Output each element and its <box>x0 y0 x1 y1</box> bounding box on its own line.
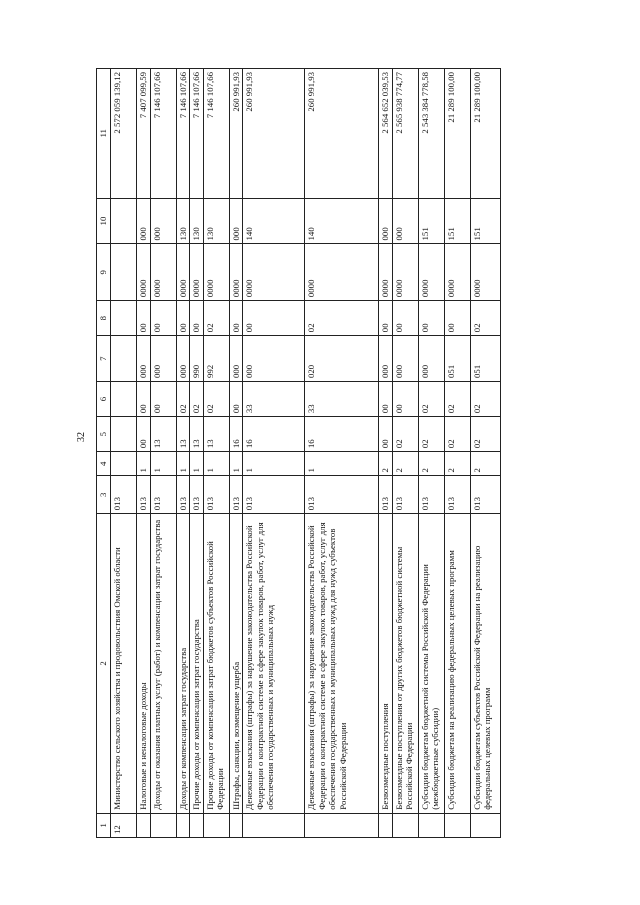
code-cell: 000 <box>379 336 393 382</box>
row-name-cell: Прочие доходы от компенсации затрат бюджетов субъектов Российской Федерации <box>203 514 229 814</box>
header-cell: 9 <box>97 244 111 301</box>
code-cell: 013 <box>444 476 470 514</box>
code-cell: 000 <box>243 336 305 382</box>
code-cell: 2 <box>379 452 393 476</box>
code-cell: 013 <box>470 476 500 514</box>
code-cell: 02 <box>418 417 444 452</box>
amount-cell: 2 564 652 039,53 <box>379 69 393 199</box>
table-row <box>203 69 229 838</box>
amount-cell: 7 146 107,66 <box>176 69 190 199</box>
code-cell: 1 <box>176 452 190 476</box>
code-cell: 051 <box>470 336 500 382</box>
code-cell: 013 <box>418 476 444 514</box>
code-cell <box>150 813 176 837</box>
code-cell: 00 <box>392 382 418 417</box>
amount-cell: 2 572 059 139,12 <box>111 69 137 199</box>
code-cell: 1 <box>229 452 243 476</box>
table-row <box>229 69 243 838</box>
code-cell: 992 <box>203 336 229 382</box>
header-row <box>97 69 111 838</box>
code-cell: 013 <box>111 476 137 514</box>
code-cell: 16 <box>229 417 243 452</box>
header-cell: 2 <box>97 514 111 814</box>
code-cell <box>418 813 444 837</box>
code-cell: 00 <box>243 301 305 336</box>
code-cell <box>305 813 379 837</box>
header-cell: 7 <box>97 336 111 382</box>
table-row <box>418 69 444 838</box>
code-cell: 0000 <box>379 244 393 301</box>
code-cell <box>111 382 137 417</box>
header-cell: 6 <box>97 382 111 417</box>
code-cell: 013 <box>203 476 229 514</box>
row-name-cell: Доходы от оказания платных услуг (работ) и компенсации затрат государства <box>150 514 176 814</box>
row-name-cell: Прочие доходы от компенсации затрат государства <box>190 514 204 814</box>
code-cell: 130 <box>203 198 229 244</box>
code-cell: 151 <box>418 198 444 244</box>
code-cell: 013 <box>243 476 305 514</box>
code-cell: 02 <box>444 382 470 417</box>
code-cell: 013 <box>176 476 190 514</box>
row-name-cell: Субсидии бюджетам бюджетной системы Российской Федерации (межбюджетные субсидии) <box>418 514 444 814</box>
code-cell: 051 <box>444 336 470 382</box>
code-cell: 00 <box>229 382 243 417</box>
code-cell: 02 <box>470 417 500 452</box>
code-cell <box>111 336 137 382</box>
page-number: 32 <box>76 432 87 442</box>
code-cell: 02 <box>203 301 229 336</box>
code-cell: 0000 <box>418 244 444 301</box>
code-cell: 000 <box>379 198 393 244</box>
table-row <box>470 69 500 838</box>
code-cell: 0000 <box>137 244 151 301</box>
code-cell: 2 <box>418 452 444 476</box>
amount-cell: 7 146 107,66 <box>150 69 176 199</box>
header-cell: 3 <box>97 476 111 514</box>
table-row <box>176 69 190 838</box>
amount-cell: 260 991,93 <box>243 69 305 199</box>
code-cell <box>111 417 137 452</box>
code-cell: 000 <box>229 336 243 382</box>
table-row <box>150 69 176 838</box>
row-name-cell: Субсидии бюджетам на реализацию федеральных целевых программ <box>444 514 470 814</box>
code-cell: 2 <box>444 452 470 476</box>
code-cell <box>243 813 305 837</box>
code-cell: 013 <box>379 476 393 514</box>
code-cell: 000 <box>392 336 418 382</box>
code-cell <box>392 813 418 837</box>
header-cell: 11 <box>97 69 111 199</box>
code-cell: 130 <box>176 198 190 244</box>
code-cell: 1 <box>190 452 204 476</box>
code-cell: 2 <box>470 452 500 476</box>
code-cell: 140 <box>243 198 305 244</box>
code-cell <box>203 813 229 837</box>
row-name-cell: Налоговые и неналоговые доходы <box>137 514 151 814</box>
code-cell: 02 <box>392 417 418 452</box>
code-cell: 013 <box>305 476 379 514</box>
code-cell <box>379 813 393 837</box>
row-name-cell: Министерство сельского хозяйства и продовольствия Омской области <box>111 514 137 814</box>
code-cell: 2 <box>392 452 418 476</box>
code-cell: 013 <box>190 476 204 514</box>
code-cell: 00 <box>229 301 243 336</box>
table-body <box>111 69 501 838</box>
code-cell <box>176 813 190 837</box>
code-cell: 1 <box>150 452 176 476</box>
code-cell: 02 <box>190 382 204 417</box>
row-name-cell: Штрафы, санкции, возмещение ущерба <box>229 514 243 814</box>
code-cell: 16 <box>243 417 305 452</box>
code-cell: 013 <box>137 476 151 514</box>
row-name-cell: Доходы от компенсации затрат государства <box>176 514 190 814</box>
code-cell: 0000 <box>243 244 305 301</box>
code-cell: 00 <box>392 301 418 336</box>
code-cell <box>470 813 500 837</box>
code-cell: 000 <box>150 198 176 244</box>
amount-cell: 21 289 100,00 <box>444 69 470 199</box>
header-cell: 10 <box>97 198 111 244</box>
code-cell: 00 <box>176 301 190 336</box>
code-cell: 1 <box>137 452 151 476</box>
code-cell: 13 <box>176 417 190 452</box>
code-cell: 0000 <box>203 244 229 301</box>
code-cell: 013 <box>150 476 176 514</box>
code-cell: 151 <box>470 198 500 244</box>
table-row <box>137 69 151 838</box>
code-cell: 1 <box>243 452 305 476</box>
code-cell: 0000 <box>444 244 470 301</box>
row-name-cell: Субсидии бюджетам субъектов Российской Федерации на реализацию федеральных целевых программ <box>470 514 500 814</box>
code-cell <box>137 813 151 837</box>
code-cell: 00 <box>150 382 176 417</box>
code-cell: 0000 <box>150 244 176 301</box>
table-row <box>392 69 418 838</box>
code-cell: 013 <box>392 476 418 514</box>
amount-cell: 7 146 107,66 <box>203 69 229 199</box>
code-cell: 33 <box>305 382 379 417</box>
header-cell: 4 <box>97 452 111 476</box>
code-cell: 00 <box>137 417 151 452</box>
budget-table <box>96 68 501 838</box>
code-cell: 00 <box>190 301 204 336</box>
code-cell: 13 <box>203 417 229 452</box>
amount-cell: 2 543 384 778,58 <box>418 69 444 199</box>
code-cell: 0000 <box>176 244 190 301</box>
code-cell: 00 <box>379 417 393 452</box>
code-cell: 33 <box>243 382 305 417</box>
code-cell: 000 <box>229 198 243 244</box>
code-cell: 000 <box>418 336 444 382</box>
code-cell: 1 <box>203 452 229 476</box>
row-name-cell: Безвозмездные поступления от других бюджетов бюджетной системы Российской Федерации <box>392 514 418 814</box>
code-cell: 02 <box>444 417 470 452</box>
table-row <box>111 69 137 838</box>
code-cell: 00 <box>137 382 151 417</box>
amount-cell: 260 991,93 <box>305 69 379 199</box>
row-name-cell: Денежные взыскания (штрафы) за нарушение законодательства Российской Федерации о контрактной системе в сфере закупок товаров, работ, услуг для обеспечения государственных и муниципальных нужд <box>243 514 305 814</box>
code-cell: 000 <box>150 336 176 382</box>
header-cell: 5 <box>97 417 111 452</box>
code-cell <box>111 301 137 336</box>
amount-cell: 260 991,93 <box>229 69 243 199</box>
code-cell: 13 <box>190 417 204 452</box>
row-name-cell: Денежные взыскания (штрафы) за нарушение законодательства Российской Федерации о контрактной системе в сфере закупок товаров, работ, услуг для обеспечения государственных и муниципальных нужд для нужд субъектов Российской Федерации <box>305 514 379 814</box>
code-cell: 151 <box>444 198 470 244</box>
code-cell: 0000 <box>470 244 500 301</box>
table-row <box>444 69 470 838</box>
table-row <box>305 69 379 838</box>
amount-cell: 7 407 099,59 <box>137 69 151 199</box>
code-cell <box>111 244 137 301</box>
code-cell: 000 <box>176 336 190 382</box>
code-cell: 02 <box>418 382 444 417</box>
table-row <box>190 69 204 838</box>
code-cell: 00 <box>379 301 393 336</box>
code-cell: 02 <box>470 301 500 336</box>
table-row <box>243 69 305 838</box>
code-cell: 000 <box>137 336 151 382</box>
code-cell: 12 <box>111 813 137 837</box>
code-cell: 00 <box>137 301 151 336</box>
code-cell: 02 <box>470 382 500 417</box>
code-cell: 13 <box>150 417 176 452</box>
code-cell: 00 <box>444 301 470 336</box>
code-cell <box>111 452 137 476</box>
code-cell: 140 <box>305 198 379 244</box>
code-cell: 0000 <box>305 244 379 301</box>
row-name-cell: Безвозмездные поступления <box>379 514 393 814</box>
amount-cell: 7 146 107,66 <box>190 69 204 199</box>
code-cell: 02 <box>305 301 379 336</box>
table-row <box>379 69 393 838</box>
header-cell: 8 <box>97 301 111 336</box>
amount-cell: 2 565 938 774,77 <box>392 69 418 199</box>
code-cell: 0000 <box>229 244 243 301</box>
code-cell: 0000 <box>190 244 204 301</box>
code-cell <box>111 198 137 244</box>
code-cell: 00 <box>418 301 444 336</box>
code-cell <box>229 813 243 837</box>
code-cell: 16 <box>305 417 379 452</box>
header-cell: 1 <box>97 813 111 837</box>
budget-sheet <box>96 68 606 838</box>
code-cell: 00 <box>379 382 393 417</box>
code-cell: 000 <box>137 198 151 244</box>
amount-cell: 21 289 100,00 <box>470 69 500 199</box>
code-cell: 020 <box>305 336 379 382</box>
code-cell: 990 <box>190 336 204 382</box>
code-cell: 013 <box>229 476 243 514</box>
code-cell: 000 <box>392 198 418 244</box>
code-cell: 1 <box>305 452 379 476</box>
code-cell: 00 <box>150 301 176 336</box>
code-cell: 0000 <box>392 244 418 301</box>
code-cell: 02 <box>176 382 190 417</box>
code-cell: 02 <box>203 382 229 417</box>
code-cell: 130 <box>190 198 204 244</box>
code-cell <box>190 813 204 837</box>
code-cell <box>444 813 470 837</box>
